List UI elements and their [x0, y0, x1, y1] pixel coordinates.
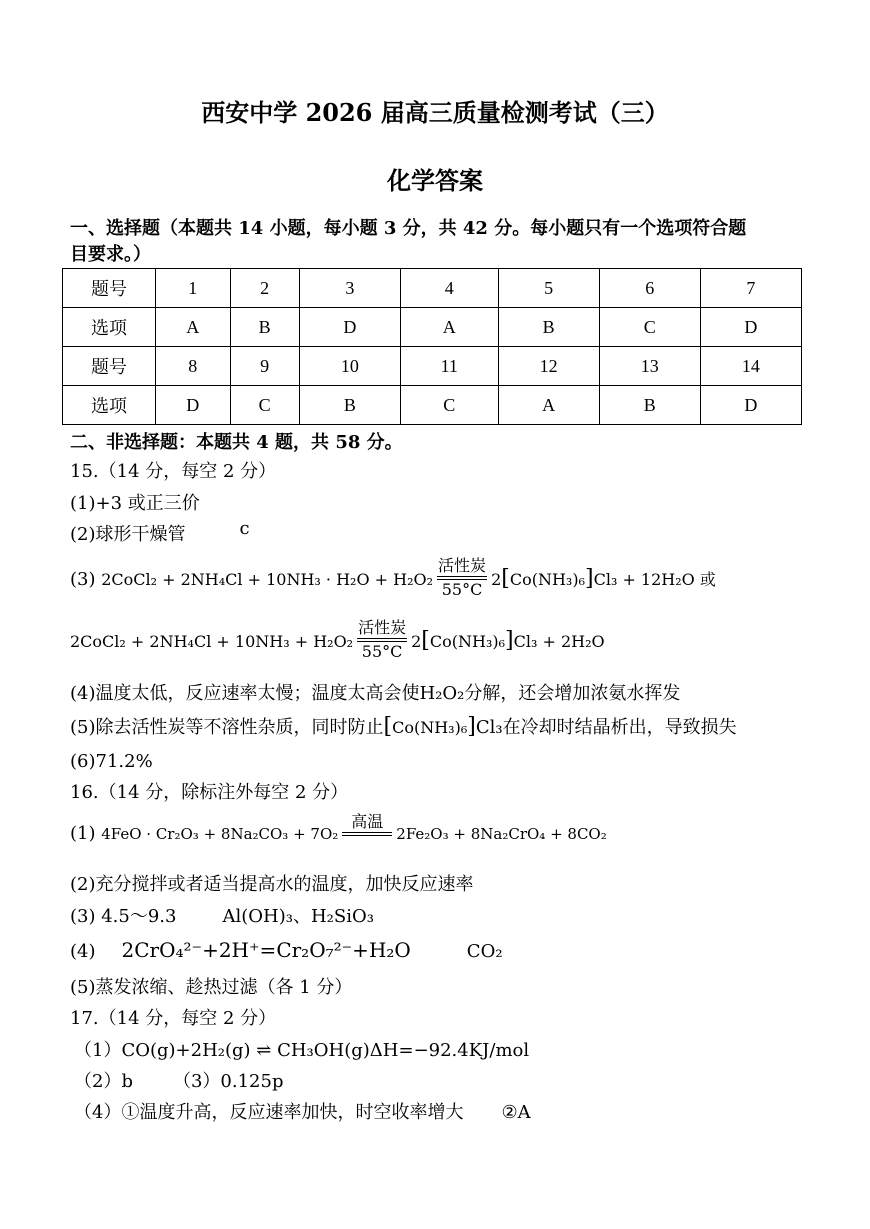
- q15-eq2-right-tail: Cl₃ + 2H₂O: [513, 632, 605, 651]
- answer-table-cell: 7: [700, 269, 801, 308]
- q15-answer-5: [70, 715, 737, 740]
- q17-answer-2: （2）b: [74, 1071, 133, 1092]
- answer-table-cell: 6: [599, 269, 700, 308]
- q16-answer-5: (5)蒸发浓缩、趁热过滤（各 1 分）: [70, 977, 353, 998]
- answer-table-cell: D: [156, 386, 231, 425]
- q15-eq2-bracket-close: ]: [505, 628, 514, 653]
- answer-table-cell: C: [230, 386, 299, 425]
- q15-eq1-condition: [437, 556, 487, 600]
- answer-table-cell: C: [599, 308, 700, 347]
- answer-table-cell: 8: [156, 347, 231, 386]
- answer-table-cell: 9: [230, 347, 299, 386]
- answer-table-cell: D: [700, 386, 801, 425]
- answer-table-cell: A: [498, 386, 599, 425]
- section2-heading: 二、非选择题：本题共 4 题，共 58 分。: [70, 432, 403, 453]
- q17-answer-4-choice: ②A: [501, 1102, 531, 1123]
- q15-answer-5-complex: Co(NH₃)₆: [392, 718, 468, 737]
- q15-header: 15.（14 分，每空 2 分）: [70, 461, 277, 482]
- q15-eq2-coef: 2: [411, 632, 422, 651]
- q15-answer-3-eq2: [70, 620, 605, 664]
- answer-table-cell: 3: [299, 269, 400, 308]
- q15-a5-bracket-open: [: [383, 714, 393, 739]
- q16-eq-left: 4FeO · Cr₂O₃ + 8Na₂CO₃ + 7O₂: [101, 825, 339, 843]
- q16-answer-4-gas: CO₂: [466, 941, 503, 962]
- answer-table-cell: 11: [400, 347, 498, 386]
- q15-eq1-cond-bottom: 55°C: [441, 580, 483, 599]
- answer-table-cell: B: [599, 386, 700, 425]
- answer-table-cell: B: [498, 308, 599, 347]
- q15-answer-3-prefix: (3): [70, 569, 102, 590]
- q15-answer-2: [70, 518, 250, 547]
- answer-table-row-label: 选项: [63, 308, 156, 347]
- q15-answer-3-eq1: [70, 558, 716, 602]
- q16-answer-4-prefix: (4): [70, 941, 96, 962]
- answer-table-cell: D: [700, 308, 801, 347]
- q16-eq-cond-top: 高温: [351, 812, 384, 831]
- q16-answer-4: [70, 938, 503, 964]
- q15-answer-2-text: (2)球形干燥管: [70, 524, 186, 545]
- q17-answer-4: [74, 1101, 531, 1125]
- q15-a5-bracket-close: ]: [467, 714, 476, 739]
- q15-eq1-complex: Co(NH₃)₆: [509, 570, 585, 589]
- q17-answer-3: （3）0.125p: [172, 1071, 284, 1092]
- answer-table-cell: 13: [599, 347, 700, 386]
- section1-heading-line1: 一、选择题（本题共 14 小题，每小题 3 分，共 42 分。每小题只有一个选项符合题: [70, 218, 747, 239]
- q15-eq2-condition: [357, 618, 407, 662]
- q15-eq2-left: 2CoCl₂ + 2NH₄Cl + 10NH₃ + H₂O₂: [70, 632, 354, 651]
- answer-table-row: [63, 308, 802, 347]
- q15-answer-5-pre: (5)除去活性炭等不溶性杂质，同时防止: [70, 717, 384, 738]
- q15-eq2-cond-bottom: 55°C: [361, 642, 403, 661]
- q15-eq2-cond-top: 活性炭: [358, 618, 407, 637]
- q16-answer-1: [70, 812, 607, 846]
- q16-answer-2: (2)充分搅拌或者适当提高水的温度，加快反应速率: [70, 874, 474, 895]
- q15-answer-6: (6)71.2%: [70, 751, 153, 772]
- answer-table-row: [63, 269, 802, 308]
- q15-eq1-right-tail: Cl₃ + 12H₂O 或: [593, 570, 716, 589]
- answer-table-cell: 5: [498, 269, 599, 308]
- answer-table-cell: 2: [230, 269, 299, 308]
- q16-eq-arrow-bar: [342, 832, 392, 836]
- q16-header: 16.（14 分，除标注外每空 2 分）: [70, 782, 349, 803]
- section1-heading-line2: 目要求。）: [70, 244, 151, 265]
- q15-answer-4: (4)温度太低，反应速率太慢；温度太高会使H₂O₂分解，还会增加浓氨水挥发: [70, 683, 681, 704]
- q16-eq-right: 2Fe₂O₃ + 8Na₂CrO₄ + 8CO₂: [396, 825, 607, 843]
- q15-eq1-bracket-open: [: [501, 566, 510, 591]
- q16-eq-condition: [342, 812, 392, 836]
- answer-table-cell: A: [400, 308, 498, 347]
- answer-table-cell: B: [299, 386, 400, 425]
- q15-eq1-bracket-close: ]: [584, 566, 594, 591]
- answer-table-cell: D: [299, 308, 400, 347]
- q15-answer-5-post: Cl₃在冷却时结晶析出，导致损失: [475, 717, 737, 738]
- q16-answer-3: [70, 905, 374, 929]
- q15-eq1-coef: 2: [491, 570, 502, 589]
- answer-table-cell: 12: [498, 347, 599, 386]
- q17-answer-2-3: [74, 1070, 284, 1094]
- q17-header: 17.（14 分，每空 2 分）: [70, 1008, 277, 1029]
- page-title: 西安中学 2026 届高三质量检测考试（三）: [201, 98, 669, 127]
- q15-eq2-bracket-open: [: [421, 628, 430, 653]
- answer-table-cell: 4: [400, 269, 498, 308]
- q16-answer-3-range: (3) 4.5～9.3: [70, 906, 177, 927]
- page-subtitle: 化学答案: [387, 166, 483, 195]
- q15-eq1-left: 2CoCl₂ + 2NH₄Cl + 10NH₃ · H₂O + H₂O₂: [101, 570, 434, 589]
- q15-answer-1: (1)+3 或正三价: [70, 493, 200, 514]
- q15-eq1-cond-top: 活性炭: [438, 556, 487, 575]
- q17-answer-4-reason: （4）①温度升高，反应速率加快，时空收率增大: [74, 1102, 464, 1123]
- answer-table-row-label: 选项: [63, 386, 156, 425]
- q17-answer-1: （1）CO(g)+2H₂(g) ⇌ CH₃OH(g)ΔH=−92.4KJ/mol: [74, 1040, 530, 1061]
- answer-table-cell: A: [156, 308, 231, 347]
- answer-table-row: [63, 386, 802, 425]
- answer-table-row: [63, 347, 802, 386]
- answer-table: [62, 268, 802, 425]
- answer-table-cell: C: [400, 386, 498, 425]
- answer-table-cell: 1: [156, 269, 231, 308]
- answer-table-cell: 10: [299, 347, 400, 386]
- answer-table-row-label: 题号: [63, 269, 156, 308]
- q15-eq2-complex: Co(NH₃)₆: [429, 632, 506, 651]
- answer-table-row-label: 题号: [63, 347, 156, 386]
- q16-answer-3-precipitates: Al(OH)₃、H₂SiO₃: [222, 906, 374, 927]
- q16-answer-4-equation: 2CrO₄²⁻+2H⁺=Cr₂O₇²⁻+H₂O: [121, 938, 411, 962]
- answer-table-cell: B: [230, 308, 299, 347]
- q15-answer-2-choice: c: [239, 518, 250, 539]
- answer-table-cell: 14: [700, 347, 801, 386]
- q16-answer-1-prefix: (1): [70, 823, 102, 844]
